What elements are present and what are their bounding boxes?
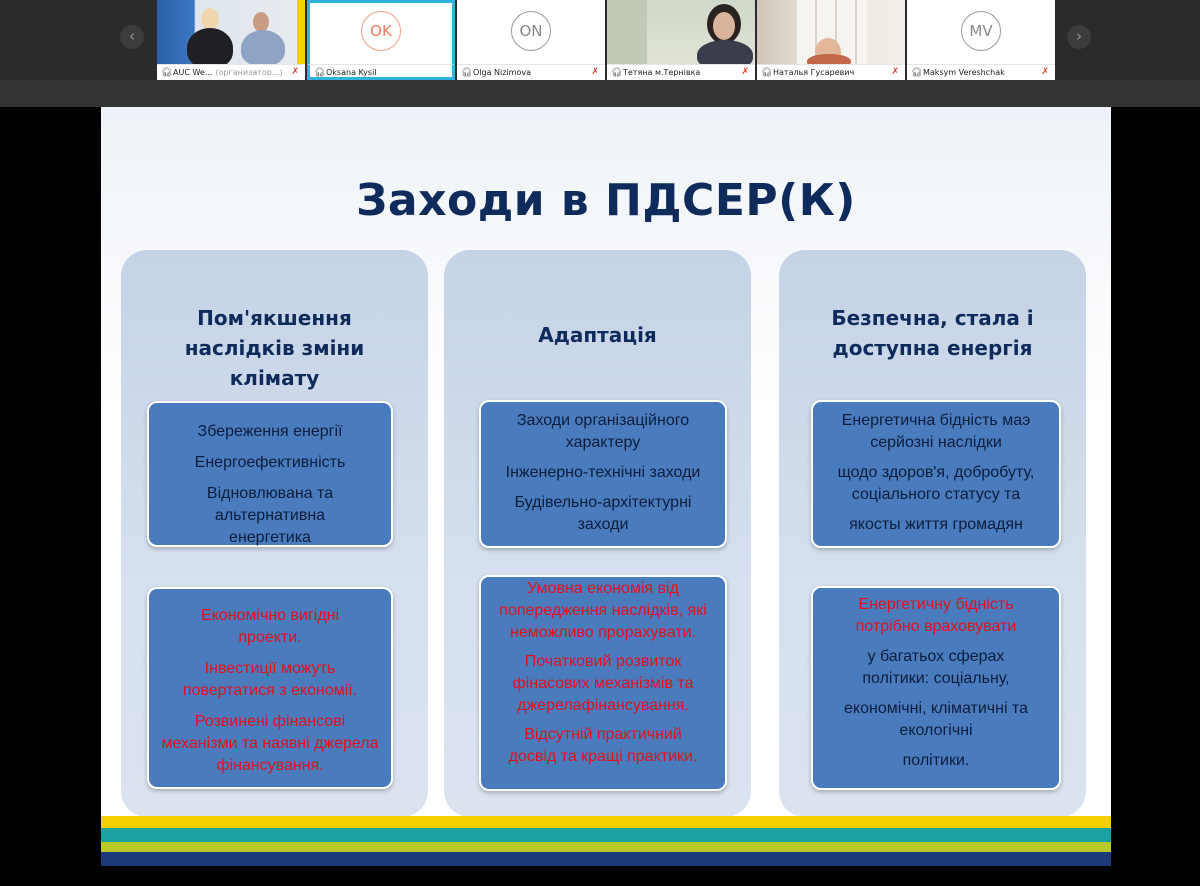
box-line: Розвинені фінансові механізми та наявні джерела фінансування. [161, 713, 379, 774]
participant-tile[interactable] [607, 0, 755, 80]
box-line: якосты життя громадян [849, 516, 1023, 533]
headset-icon: 🎧︎ [911, 68, 923, 78]
participant-video [757, 0, 905, 64]
red-box [479, 575, 727, 791]
participant-tile[interactable] [757, 0, 905, 80]
box-line: економічні, кліматичні та екологічні [844, 700, 1028, 739]
box-line: Енергетична бідність маэ серйозні наслідки [841, 412, 1031, 451]
headset-icon: 🎧︎ [161, 68, 173, 78]
avatar: MV [961, 11, 1001, 51]
box-line: Енергетичну бідність потрібно враховувати [855, 596, 1017, 635]
column-title: Адаптація [538, 323, 657, 347]
box-line: Інвестиції можуть повертатися з економії. [182, 660, 358, 699]
participant-video [607, 0, 755, 64]
blue-box [147, 401, 393, 547]
headset-icon: 🎧︎ [314, 68, 326, 78]
headset-icon: 🎧︎ [761, 68, 773, 78]
box-line: щодо здоров'я, добробуту, соціального статусу та [837, 464, 1035, 503]
box-line: Відсутній практичний досвід та кращі практики. [508, 726, 698, 765]
muted-mic-icon: ✗ [591, 67, 599, 77]
box-line: Інженерно-технічні заходи [505, 464, 701, 481]
slide-title: Заходи в ПДСЕР(К) [356, 175, 856, 226]
chevron-left-icon: ‹ [129, 27, 135, 45]
column-energy [779, 250, 1086, 817]
strip-divider [0, 80, 1200, 107]
muted-mic-icon: ✗ [291, 67, 299, 77]
previous-participants-button[interactable] [120, 25, 144, 49]
participant-name-bar [607, 64, 755, 80]
box-line: Економічно вигідні проекти. [200, 607, 340, 646]
participant-tile[interactable] [457, 0, 605, 80]
muted-mic-icon: ✗ [1041, 67, 1049, 77]
shared-slide [101, 107, 1111, 866]
column-adaptation [444, 250, 751, 817]
participant-name: Oksana Kysil [326, 68, 377, 77]
participant-tile[interactable] [307, 0, 455, 80]
box-line: Умовна економія від попередження наслідків, які неможливо прорахувати. [499, 580, 707, 641]
box-line: Енергоефективність [194, 454, 346, 471]
box-line: Заходи організаційного характеру [516, 412, 690, 451]
box-line: політики. [902, 752, 970, 769]
muted-mic-icon: ✗ [891, 67, 899, 77]
participant-video [157, 0, 305, 64]
headset-icon: 🎧︎ [461, 68, 473, 78]
participant-name-bar [757, 64, 905, 80]
participant-tile[interactable] [907, 0, 1055, 80]
red-box [147, 587, 393, 789]
slide-footer-stripes [101, 816, 1111, 866]
box-line: Початковий розвиток фінасових механізмів та джерелафінансування. [512, 653, 694, 714]
box-line: Будівельно-архітектурні заходи [514, 494, 692, 533]
red-box [811, 586, 1061, 790]
next-participants-button[interactable] [1067, 25, 1091, 49]
participant-name: Тетяна м.Тернівка [623, 68, 701, 77]
participant-name-bar [907, 64, 1055, 80]
participant-name-bar [307, 64, 455, 80]
participant-name: AUC We... [173, 68, 213, 77]
column-title: Пом'якшення наслідків зміни клімату [184, 306, 365, 390]
muted-mic-icon: ✗ [741, 67, 749, 77]
participant-name: Maksym Vereshchak [923, 68, 1005, 77]
box-line: Збереження енергії [197, 423, 343, 440]
blue-box [479, 400, 727, 548]
participant-tile[interactable] [157, 0, 305, 80]
column-title: Безпечна, стала і доступна енергія [831, 306, 1034, 360]
blue-box [811, 400, 1061, 548]
avatar: ON [511, 11, 551, 51]
participant-name-bar [157, 64, 305, 80]
participant-name: Olga Nizimova [473, 68, 531, 77]
column-mitigation [121, 250, 428, 817]
participant-role: (организатор...) [215, 68, 283, 77]
box-line: у багатьох сферах політики: соціальну, [862, 648, 1010, 687]
participant-name: Наталья Гусаревич [773, 68, 855, 77]
avatar: OK [361, 11, 401, 51]
chevron-right-icon: › [1076, 27, 1082, 45]
box-line: Відновлювана та альтернативна енергетика [206, 485, 334, 546]
headset-icon: 🎧︎ [611, 68, 623, 78]
participant-name-bar [457, 64, 605, 80]
